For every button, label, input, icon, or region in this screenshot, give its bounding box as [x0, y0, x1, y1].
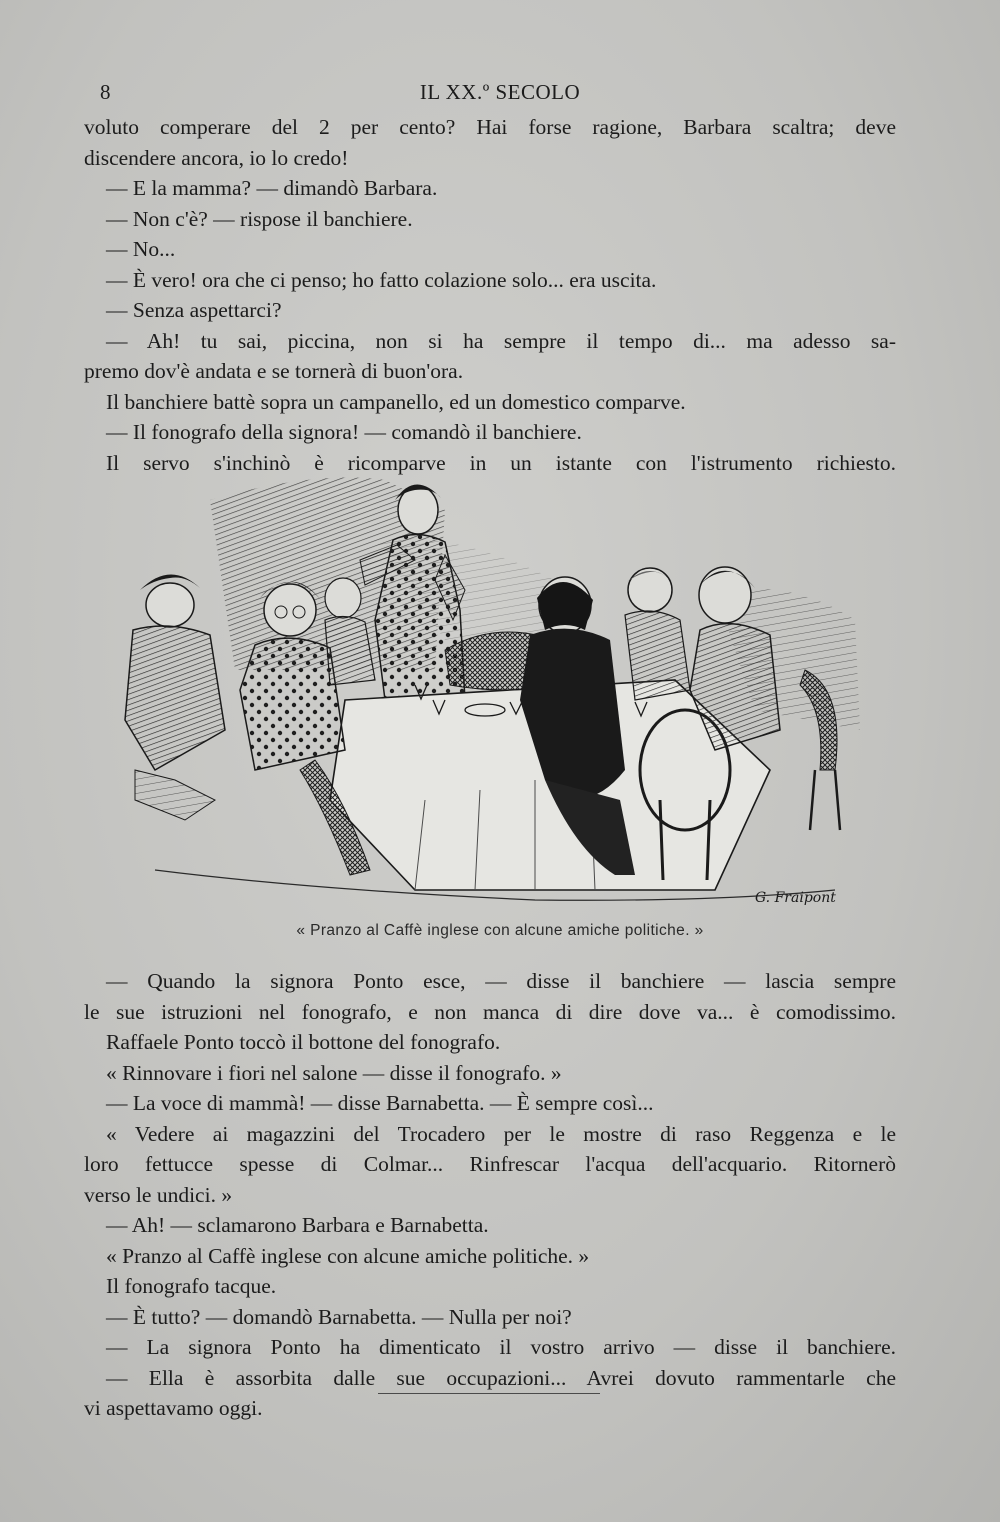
running-head [100, 80, 900, 110]
paragraph-line: « Pranzo al Caffè inglese con alcune amiche politiche. » [106, 1243, 590, 1268]
paragraph-line: voluto comperare del 2 per cento? Hai forse ragione, Barbara scaltra; deve [84, 115, 896, 139]
paragraph-line: « Vedere ai magazzini del Trocadero per le mostre di raso Reggenza e le [106, 1121, 896, 1146]
body-text-top [84, 112, 896, 478]
paragraph-line: discendere ancora, io lo credo! [84, 145, 349, 170]
dinner-party-engraving [115, 470, 870, 915]
paragraph-line: — Il fonografo della signora! — comandò il banchiere. [106, 420, 582, 444]
artist-signature: G. Fraipont [755, 890, 836, 906]
paragraph-line: — E la mamma? — dimandò Barbara. [106, 176, 438, 200]
engraving-illustration [115, 470, 870, 915]
paragraph-line: — Ella è assorbita dalle sue occupazioni... Avrei dovuto rammentarle che [106, 1365, 896, 1390]
paragraph-line: verso le undici. » [84, 1182, 233, 1207]
running-title: IL XX.º SECOLO [419, 80, 581, 104]
body-text-bottom [84, 966, 896, 1424]
paragraph-line: — È vero! ora che ci penso; ho fatto colazione solo... era uscita. [106, 267, 657, 292]
paragraph-line: — Quando la signora Ponto esce, — disse il banchiere — lascia sempre [106, 969, 896, 993]
paragraph-line: « Rinnovare i fiori nel salone — disse il fonografo. » [106, 1060, 562, 1085]
paragraph-line: — Ah! — sclamarono Barbara e Barnabetta. [106, 1213, 489, 1237]
paragraph-line: — Non c'è? — rispose il banchiere. [106, 206, 413, 231]
paragraph-line: premo dov'è andata e se tornerà di buon'ora. [84, 359, 464, 383]
paragraph-line: vi aspettavamo oggi. [84, 1396, 263, 1420]
section-end-rule [378, 1393, 600, 1394]
paragraph-line: — La signora Ponto ha dimenticato il vostro arrivo — disse il banchiere. [106, 1335, 896, 1359]
paragraph-line: — È tutto? — domandò Barnabetta. — Nulla per noi? [106, 1304, 572, 1329]
paragraph-line: — Ah! tu sai, piccina, non si ha sempre il tempo di... ma adesso sa- [106, 328, 896, 353]
paragraph-line: Raffaele Ponto toccò il bottone del fonografo. [106, 1030, 501, 1054]
illustration-caption: « Pranzo al Caffè inglese con alcune amiche politiche. » [296, 922, 704, 939]
paragraph-line: — No... [106, 237, 176, 261]
paragraph-line: — La voce di mammà! — disse Barnabetta. — È sempre così... [106, 1091, 654, 1115]
paragraph-line: loro fettucce spesse di Colmar... Rinfrescar l'acqua dell'acquario. Ritornerò [84, 1152, 896, 1176]
paragraph-line: Il banchiere battè sopra un campanello, ed un domestico comparve. [106, 389, 686, 414]
paragraph-line: Il servo s'inchinò è ricomparve in un istante con l'istrumento richiesto. [106, 450, 896, 475]
paragraph-line: — Senza aspettarci? [106, 298, 282, 322]
paragraph-line: le sue istruzioni nel fonografo, e non manca di dire dove va... è comodissimo. [84, 999, 896, 1024]
page-number: 8 [100, 80, 111, 104]
paragraph-line: Il fonografo tacque. [106, 1274, 277, 1298]
